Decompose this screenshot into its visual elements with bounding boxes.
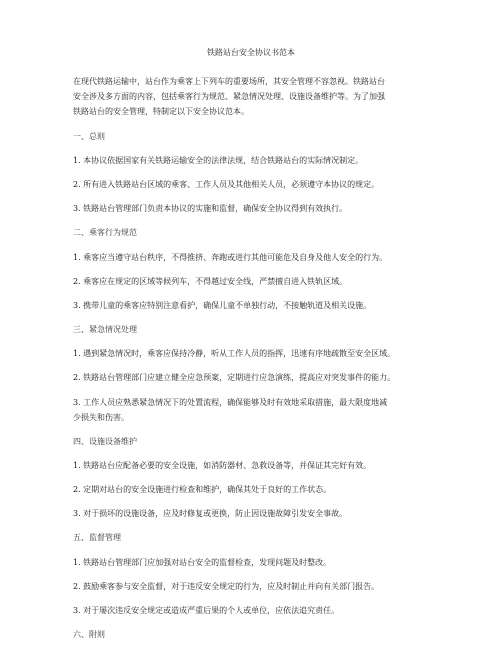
clause-item: 1. 遇到紧急情况时，乘客应保持冷静，听从工作人员的指挥，迅速有序地疏散至安全区域。 bbox=[73, 349, 396, 359]
section-heading-facility-maintenance: 四、设施设备维护 bbox=[73, 436, 137, 446]
clause-item: 3. 对于屡次违反安全规定或造成严重后果的个人或单位，应依法追究责任。 bbox=[73, 605, 340, 615]
document-title: 铁路站台安全协议书范本 bbox=[207, 48, 295, 57]
intro-line: 安全涉及多方面的内容，包括乘客行为规范、紧急情况处理、设施设备维护等。为了加强 bbox=[73, 91, 385, 101]
clause-item: 3. 铁路站台管理部门负责本协议的实施和监督，确保安全协议得到有效执行。 bbox=[73, 204, 348, 214]
clause-item-continuation: 少损失和伤害。 bbox=[73, 412, 129, 422]
clause-item: 1. 乘客应当遵守站台秩序，不得推挤、奔跑或进行其他可能危及自身及他人安全的行为。 bbox=[73, 252, 388, 262]
section-heading-general: 一、总则 bbox=[73, 131, 105, 141]
clause-item: 2. 铁路站台管理部门应建立健全应急预案，定期进行应急演练，提高应对突发事件的能力。 bbox=[73, 373, 396, 383]
clause-item: 1. 铁路站台管理部门应加强对站台安全的监督检查，发现问题及时整改。 bbox=[73, 557, 332, 567]
clause-item: 3. 携带儿童的乘客应特别注意看护，确保儿童不单独行动，不接触轨道及相关设施。 bbox=[73, 300, 372, 310]
clause-item: 2. 鼓励乘客参与安全监督，对于违反安全规定的行为，应及时制止并向有关部门报告。 bbox=[73, 581, 380, 591]
section-heading-supervision: 五、监督管理 bbox=[73, 533, 121, 543]
clause-item: 3. 对于损坏的设施设备，应及时修复或更换，防止因设施故障引发安全事故。 bbox=[73, 509, 348, 519]
clause-item: 2. 所有进入铁路站台区域的乘客、工作人员及其他相关人员，必须遵守本协议的规定。 bbox=[73, 180, 380, 190]
intro-line: 铁路站台的安全管理，特制定以下安全协议范本。 bbox=[73, 106, 249, 116]
clause-item: 2. 乘客应在规定的区域等候列车，不得越过安全线，严禁擅自进入铁轨区域。 bbox=[73, 276, 348, 286]
section-heading-supplementary: 六、附则 bbox=[73, 630, 105, 639]
clause-item: 3. 工作人员应熟悉紧急情况下的处置流程，确保能够及时有效地采取措施，最大限度地减 bbox=[73, 397, 388, 407]
section-heading-passenger-conduct: 二、乘客行为规范 bbox=[73, 228, 137, 238]
intro-line: 在现代铁路运输中，站台作为乘客上下列车的重要场所，其安全管理不容忽视。铁路站台 bbox=[73, 77, 385, 86]
clause-item: 1. 本协议依据国家有关铁路运输安全的法律法规，结合铁路站台的实际情况制定。 bbox=[73, 156, 364, 165]
clause-item: 2. 定期对站台的安全设施进行检查和维护，确保其处于良好的工作状态。 bbox=[73, 485, 332, 494]
section-heading-emergency: 三、紧急情况处理 bbox=[73, 325, 137, 335]
clause-item: 1. 铁路站台应配备必要的安全设施，如消防器材、急救设备等，并保证其完好有效。 bbox=[73, 460, 372, 470]
